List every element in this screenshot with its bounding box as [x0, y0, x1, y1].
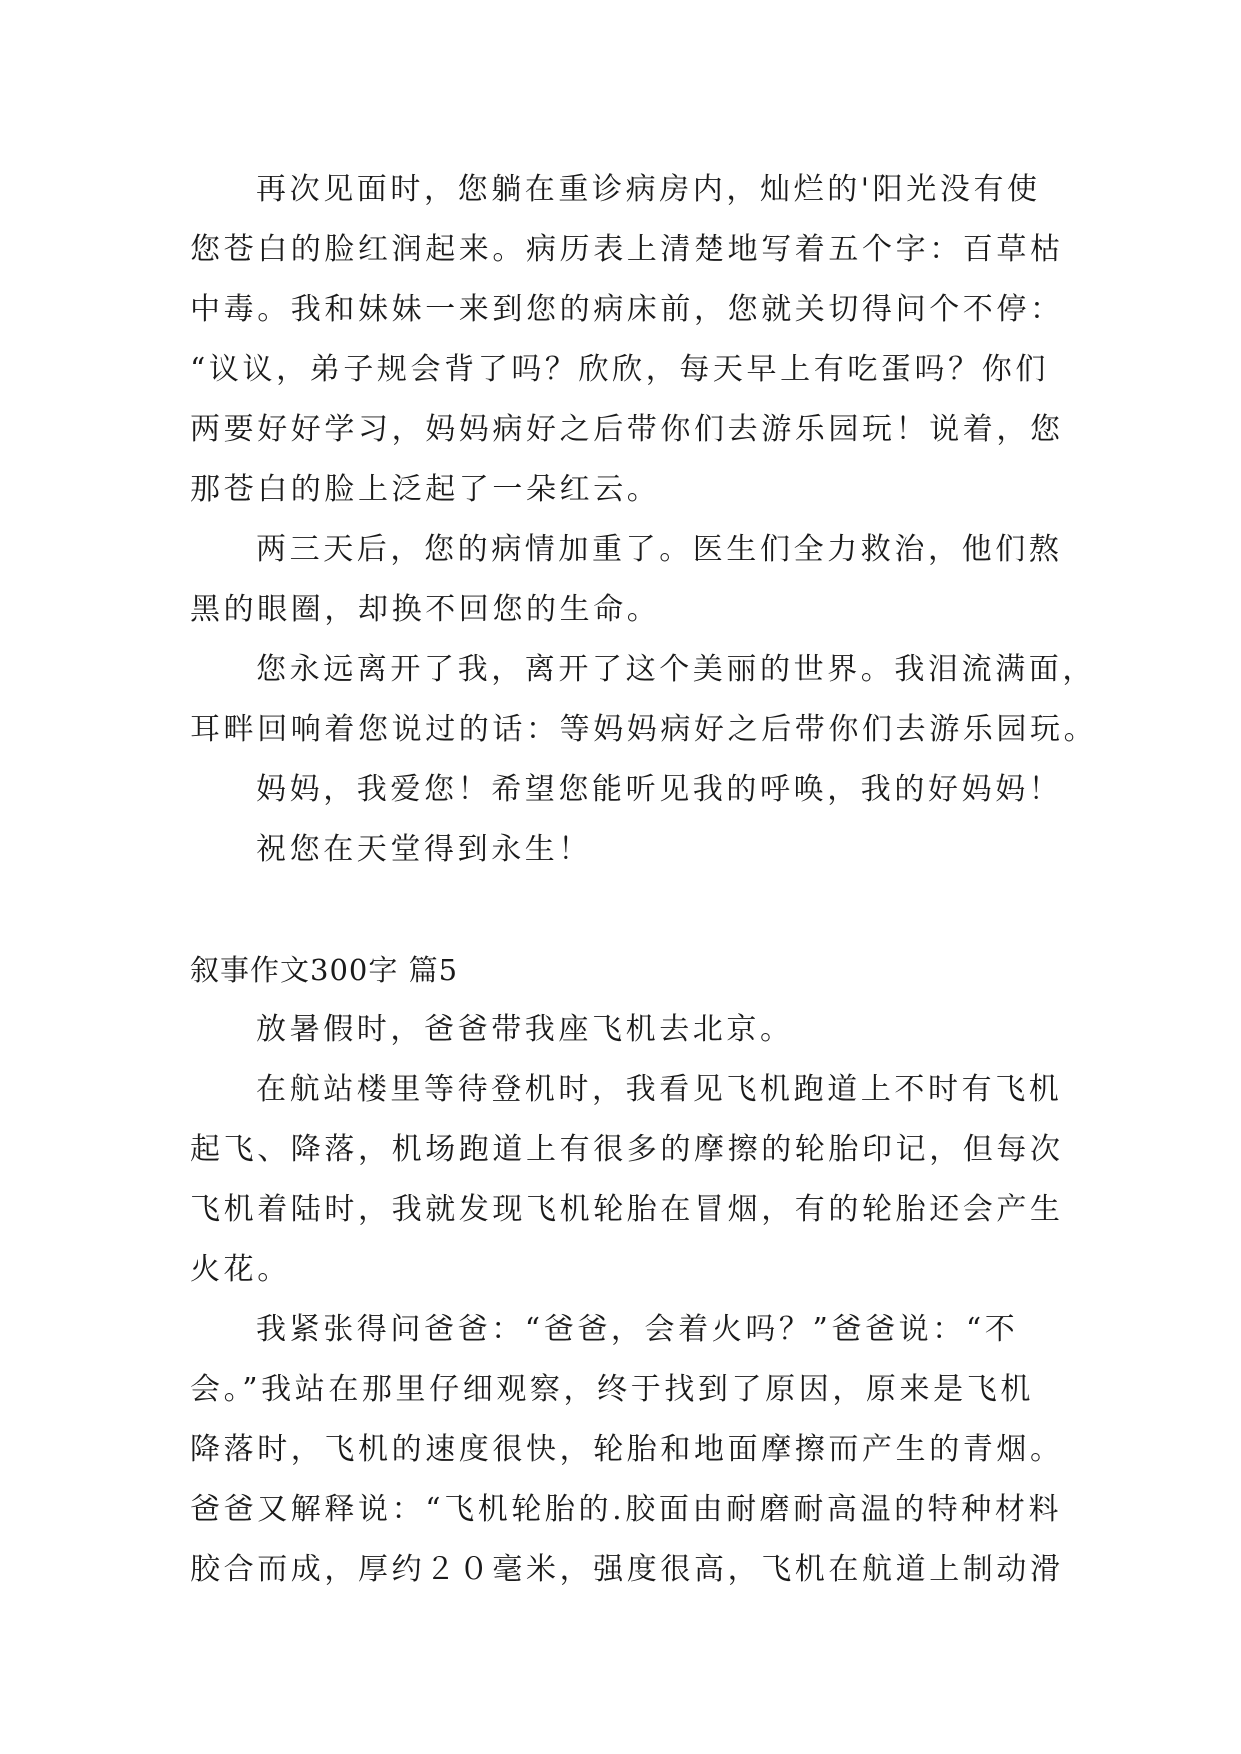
text-line: “议议，弟子规会背了吗？欣欣，每天早上有吃蛋吗？你们 — [190, 352, 1049, 387]
text-line: 中毒。我和妹妹一来到您的病床前，您就关切得问个不停： — [190, 292, 1064, 327]
text-line: 耳畔回响着您说过的话：等妈妈病好之后带你们去游乐园玩。 — [190, 712, 1098, 747]
section-spacer — [190, 880, 1070, 940]
paragraph — [190, 820, 1070, 880]
text-line: 在航站楼里等待登机时，我看见飞机跑道上不时有飞机 — [256, 1072, 1063, 1107]
text-line: 妈妈，我爱您！希望您能听见我的呼唤，我的好妈妈！ — [256, 772, 1063, 807]
text-line: 黑的眼圈，却换不回您的生命。 — [190, 592, 661, 627]
paragraph — [190, 1300, 1070, 1600]
paragraph — [190, 1000, 1070, 1060]
paragraph — [190, 760, 1070, 820]
text-line: 胶合而成，厚约２０毫米，强度很高，飞机在航道上制动滑 — [190, 1552, 1064, 1587]
text-line: 放暑假时，爸爸带我座飞机去北京。 — [256, 1012, 794, 1047]
paragraph — [190, 640, 1098, 760]
text-line: 会。”我站在那里仔细观察，终于找到了原因，原来是飞机 — [190, 1372, 1034, 1407]
essay-section-previous — [190, 160, 1098, 880]
text-line: 我紧张得问爸爸：“爸爸，会着火吗？”爸爸说：“不 — [256, 1312, 1019, 1347]
text-line: 两要好好学习，妈妈病好之后带你们去游乐园玩！说着，您 — [190, 412, 1064, 447]
text-line: 两三天后，您的病情加重了。医生们全力救治，他们熬 — [256, 532, 1063, 567]
text-line: 降落时，飞机的速度很快，轮胎和地面摩擦而产生的青烟。 — [190, 1432, 1064, 1467]
text-line: 再次见面时，您躺在重诊病房内，灿烂的'阳光没有使 — [256, 172, 1041, 207]
text-line: 那苍白的脸上泛起了一朵红云。 — [190, 472, 661, 507]
paragraph — [190, 160, 1070, 520]
essay-heading: 叙事作文300字 篇5 — [190, 953, 459, 987]
paragraph — [190, 1060, 1070, 1300]
text-line: 祝您在天堂得到永生！ — [256, 832, 592, 867]
text-line: 飞机着陆时，我就发现飞机轮胎在冒烟，有的轮胎还会产生 — [190, 1192, 1064, 1227]
document-page — [190, 160, 1098, 1600]
essay-section-5 — [190, 940, 1070, 1600]
text-line: 起飞、降落，机场跑道上有很多的摩擦的轮胎印记，但每次 — [190, 1132, 1064, 1167]
paragraph — [190, 520, 1070, 640]
text-line: 爸爸又解释说：“飞机轮胎的.胶面由耐磨耐高温的特种材料 — [190, 1492, 1063, 1527]
text-line: 火花。 — [190, 1252, 291, 1287]
text-line: 您苍白的脸红润起来。病历表上清楚地写着五个字：百草枯 — [190, 232, 1064, 267]
text-line: 您永远离开了我，离开了这个美丽的世界。我泪流满面， — [256, 652, 1096, 687]
